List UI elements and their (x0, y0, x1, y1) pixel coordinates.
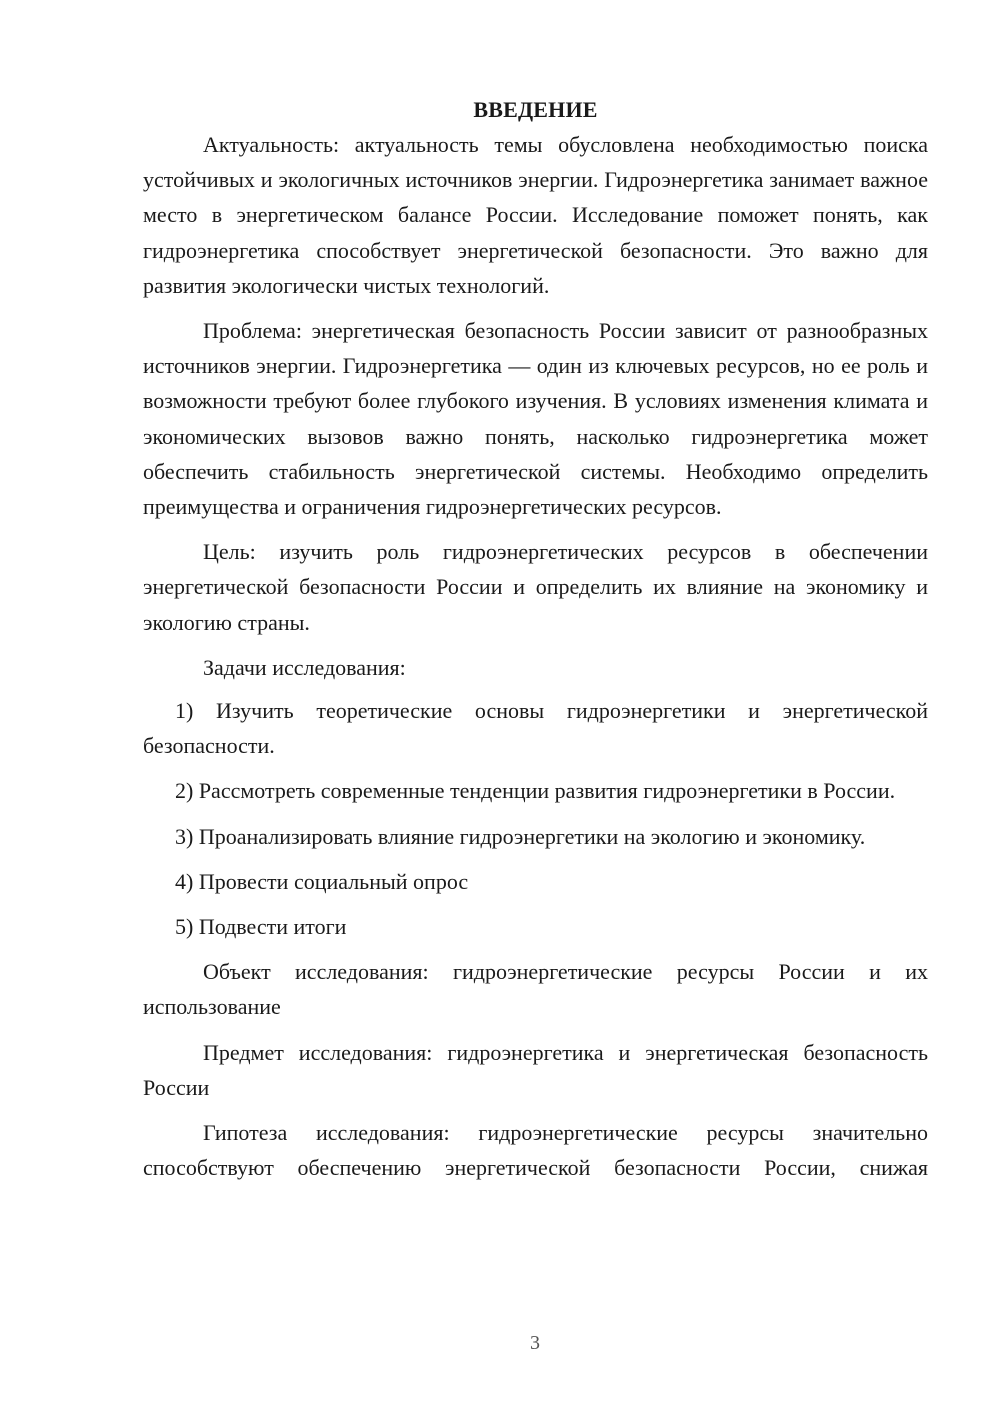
paragraph-subject: Предмет исследования: гидроэнергетика и энергетическая безопасность России (143, 1039, 928, 1100)
paragraph-tasks-heading: Задачи исследования: (203, 654, 406, 680)
page-number: 3 (530, 1332, 540, 1354)
task-item-2: 2) Рассмотреть современные тенденции развития гидроэнергетики в России. (175, 778, 896, 804)
paragraph-object: Объект исследования: гидроэнергетические ресурсы России и их использование (143, 959, 928, 1020)
paragraph-hypothesis: Гипотеза исследования: гидроэнергетические ресурсы значительно способствуют обеспечению энергетической безопасности России, снижая (143, 1120, 928, 1181)
task-item-4: 4) Провести социальный опрос (175, 868, 469, 894)
task-item-3: 3) Проанализировать влияние гидроэнергетики на экологию и экономику. (175, 823, 866, 849)
task-item-5: 5) Подвести итоги (175, 914, 347, 940)
task-item-1: 1) Изучить теоретические основы гидроэнергетики и энергетической безопасности. (143, 698, 928, 759)
section-title: ВВЕДЕНИЕ (473, 97, 598, 122)
paragraph-goal: Цель: изучить роль гидроэнергетических ресурсов в обеспечении энергетической безопасности России и определить их влияние на экономику и экологию страны. (143, 539, 928, 635)
document-page (143, 92, 928, 1195)
paragraph-problem: Проблема: энергетическая безопасность России зависит от разнообразных источников энергии. Гидроэнергетика — один из ключевых ресурсов, но ее роль и возможности требуют более глубокого изучения. В условиях изменения климата и экономических вызовов важно понять, насколько гидроэнергетика может обеспечить стабильность энергетической системы. Необходимо определить преимущества и ограничения гидроэнергетических ресурсов. (143, 318, 928, 520)
paragraph-relevance: Актуальность: актуальность темы обусловлена необходимостью поиска устойчивых и экологичных источников энергии. Гидроэнергетика занимает важное место в энергетическом балансе России. Исследование поможет понять, как гидроэнергетика способствует энергетической безопасности. Это важно для развития экологически чистых технологий. (143, 132, 928, 298)
